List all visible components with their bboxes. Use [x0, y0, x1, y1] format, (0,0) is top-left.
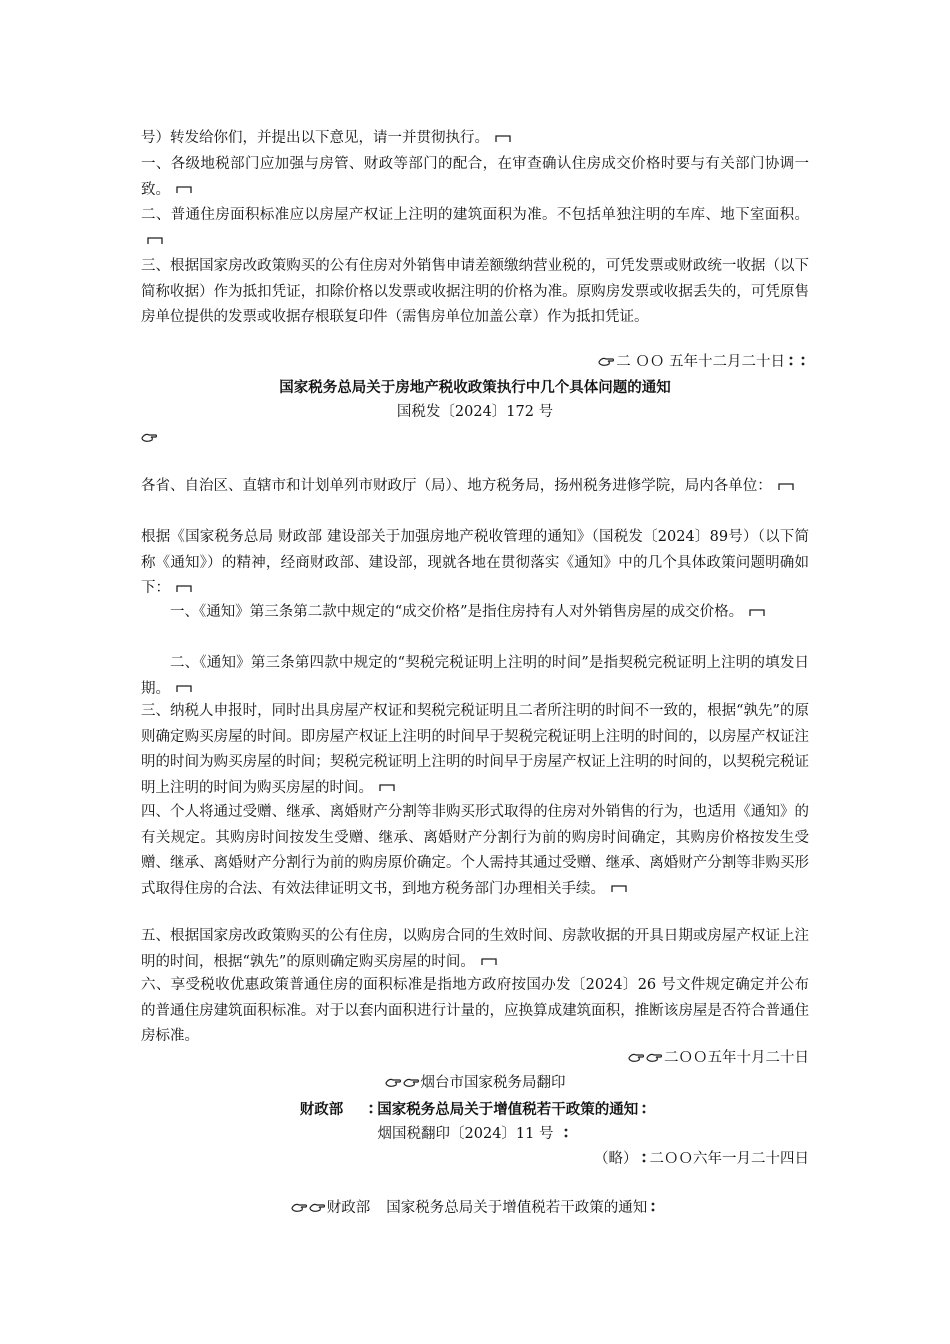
paragraph-mark-icon [147, 236, 163, 245]
footer-title-line: 财政部 国家税务总局关于增值税若干政策的通知 [141, 1196, 809, 1222]
column-dots-icon [641, 1151, 647, 1165]
paragraph-mark-icon [176, 185, 192, 194]
hand-marker-line [141, 426, 809, 452]
date-line-2: 二ＯＯ五年十月二十日 [628, 1046, 809, 1072]
paragraph-mark-icon [481, 957, 497, 966]
column-dots-icon [368, 1102, 374, 1116]
paragraph-continuation: 号）转发给你们，并提出以下意见，请一并贯彻执行。 [141, 126, 809, 152]
paragraph-mark-icon [611, 884, 627, 893]
notice-item-5: 五、根据国家房改政策购买的公有住房，以购房合同的生效时间、房款收据的开具日期或房屋产权证上注明的时间，根据“孰先”的原则确定购买房屋的时间。 [141, 928, 809, 970]
pointing-hand-icon [403, 1076, 420, 1088]
paragraph-mark-icon [176, 584, 192, 593]
column-dots-icon [788, 354, 794, 368]
column-dots-icon [641, 1102, 647, 1116]
notice-item-2: 二、《通知》第三条第四款中规定的“契税完税证明上注明的时间”是指契税完税证明上注明的填发日期。 [141, 655, 809, 697]
pointing-hand-icon [291, 1201, 308, 1213]
notice-number: 国税发〔2024〕172 号 [396, 404, 554, 420]
paragraph-mark-icon [749, 608, 765, 617]
paragraph-item-1: 一、各级地税部门应加强与房管、财政等部门的配合，在审查确认住房成交价格时要与有关部门协调一致。 [141, 156, 809, 198]
pointing-hand-icon [628, 1051, 645, 1063]
intro-paragraph: 根据《国家税务总局 财政部 建设部关于加强房地产税收管理的通知》（国税发〔2024〕89号）（以下简称《通知》）的精神，经商财政部、建设部，现就各地在贯彻落实《通知》中的几个具体政策问题明确如下： [141, 529, 809, 597]
pointing-hand-icon [598, 355, 615, 367]
notice-title: 国家税务总局关于房地产税收政策执行中几个具体问题的通知 [279, 379, 671, 396]
pointing-hand-icon [646, 1051, 663, 1063]
paragraph-item-3: 三、根据国家房改政策购买的公有住房对外销售申请差额缴纳营业税的，可凭发票或财政统一收据（以下简称收据）作为抵扣凭证，扣除价格以发票或收据注明的价格为准。原购房发票或收据丢失的，可凭原售房单位提供的发票或收据存根联复印件（需售房单位加盖公章）作为抵扣凭证。 [141, 258, 809, 326]
paragraph-mark-icon [176, 684, 192, 693]
paragraph-mark-icon [778, 482, 794, 491]
paragraph-mark-icon [379, 783, 395, 792]
column-dots-icon [800, 354, 806, 368]
column-dots-icon [650, 1200, 656, 1214]
pointing-hand-icon [385, 1076, 402, 1088]
date-line-1: 二 ＯＯ 五年十二月二十日 [598, 350, 809, 376]
paragraph-item-2: 二、普通住房面积标准应以房屋产权证上注明的建筑面积为准。不包括单独注明的车库、地下室面积。 [141, 203, 809, 254]
pointing-hand-icon [141, 431, 158, 443]
notice-item-1: 一、《通知》第三条第二款中规定的“成交价格”是指住房持有人对外销售房屋的成交价格。 [141, 600, 809, 626]
notice-item-6: 六、享受税收优惠政策普通住房的面积标准是指地方政府按国办发〔2024〕26 号文件规定确定并公布的普通住房建筑面积标准。对于以套内面积进行计量的，应换算成建筑面积，推断该房屋是否符合普通住房标准。 [141, 977, 809, 1045]
pointing-hand-icon [309, 1201, 326, 1213]
notice-item-3: 三、纳税人申报时，同时出具房屋产权证和契税完税证明且二者所注明的时间不一致的，根据“孰先”的原则确定购买房屋的时间。即房屋产权证上注明的时间早于契税完税证明上注明的时间的，以房屋产权证注明的时间为购买房屋的时间；契税完税证明上注明的时间早于房屋产权证上注明的时间的，以契税完税证明上注明的时间为购买房屋的时间。 [141, 703, 809, 796]
date-line-3: （略） 二ＯＯ六年一月二十四日 [594, 1151, 809, 1167]
notice-item-4: 四、个人将通过受赠、继承、离婚财产分割等非购买形式取得的住房对外销售的行为，也适用《通知》的有关规定。其购房时间按发生受赠、继承、离婚财产分割行为前的购房时间确定，其购房价格按发生受赠、继承、离婚财产分割行为前的购房原价确定。个人需持其通过受赠、继承、离婚财产分割等非购买形式取得住房的合法、有效法律证明文书，到地方税务部门办理相关手续。 [141, 804, 809, 897]
reprint-number-line: 烟国税翻印〔2024〕11 号 [141, 1122, 809, 1148]
paragraph-mark-icon [495, 134, 511, 143]
salutation: 各省、自治区、直辖市和计划单列市财政厅（局）、地方税务局，扬州税务进修学院，局内各单位： [141, 474, 809, 500]
column-dots-icon [563, 1126, 569, 1140]
section-title-2: 财政部 国家税务总局关于增值税若干政策的通知 [141, 1097, 809, 1123]
reprint-line: 烟台市国家税务局翻印 [141, 1071, 809, 1097]
